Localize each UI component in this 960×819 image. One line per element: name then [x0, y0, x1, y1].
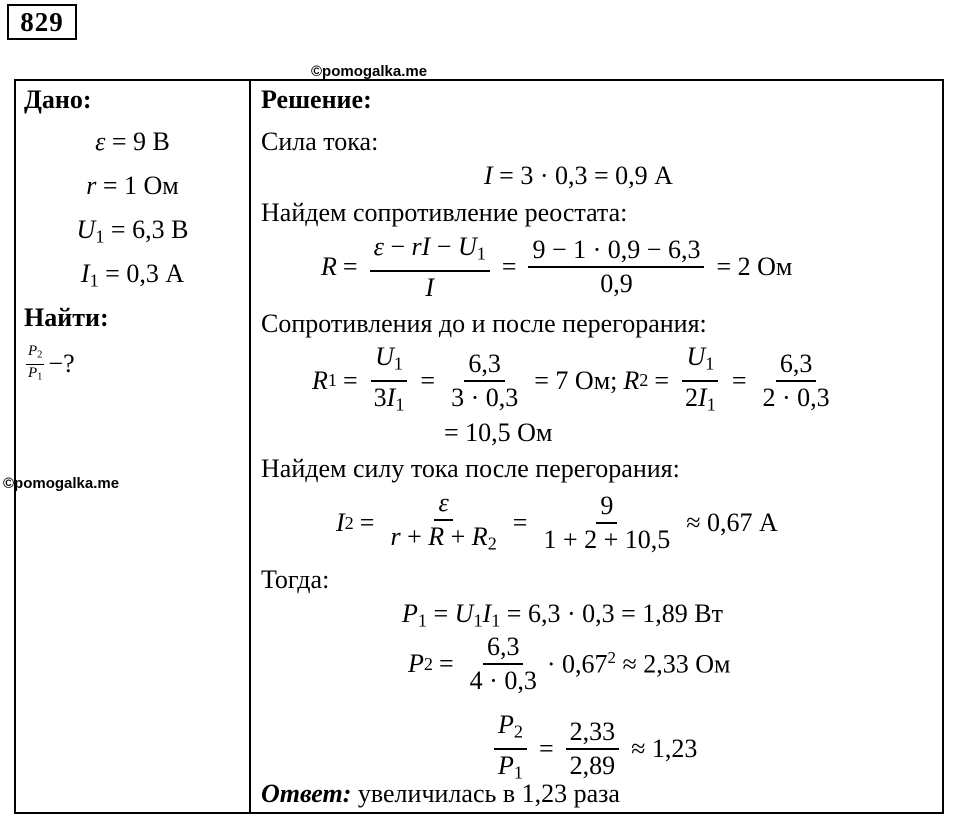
ratio-formula: $\frac{P_2}{P_1}$ = $\frac{2,33}{2,89}$ ≈ 1,23 [488, 709, 703, 788]
watermark-top: ©pomogalka.me [311, 63, 428, 80]
step1-formula: I = 3 · 0,3 = 0,9 А [484, 161, 673, 190]
power2-formula: P 2 = $\frac{6,3}{4 \cdot 0,3}$ · $0,67^2 \approx 2,33$ Ом [408, 632, 731, 695]
watermark-left: ©pomogalka.me [3, 475, 120, 492]
step2-formula: R = $\frac{\varepsilon - rI - U_1}{I}$ = $\frac{9 - 1 \cdot 0,9 - 6,3}{0,9}$ = 2 Ом [321, 232, 793, 302]
given-emf: ε = 9 В [95, 127, 170, 156]
problem-number: 829 [7, 4, 77, 40]
given-voltage: $U_1 = 6,3$ В [76, 215, 189, 247]
given-internal-resistance: r = 1 Ом [86, 171, 179, 200]
step3-formula: R 1 = $\frac{U_1}{3I_1}$ = $\frac{6,3}{3 \cdot 0,3}$ = 7 Ом; R 2 = $\frac{U_1}{2I_1}$ = $\frac{6,3}{2 \cdot 0,3}$ [312, 342, 830, 415]
find-quantity: $\frac{P_2}{P_1}$ −? [28, 343, 75, 383]
find-heading: Найти: [24, 303, 109, 332]
answer-line [261, 779, 620, 809]
given-current: $I_1 = 0,3$ А [80, 259, 185, 291]
step2-text: Найдем сопротивление реостата: [261, 198, 628, 227]
step5-text: Тогда: [261, 565, 330, 594]
step3-text: Сопротивления до и после перегорания: [261, 309, 707, 338]
step4-formula: I 2 = $\frac{\varepsilon}{r + R + R_2}$ = $\frac{9}{1 + 2 + 10,5}$ ≈ 0,67 А [336, 488, 778, 555]
solution-heading: Решение: [261, 85, 372, 114]
step4-text: Найдем силу тока после перегорания: [261, 454, 680, 483]
power1-formula: $P_1 = U_1I_1 = 6,3 \cdot 0,3 = 1,89$ Вт [402, 599, 723, 631]
answer-text: увеличилась в 1,23 раза [357, 779, 620, 808]
answer-label: Ответ: [261, 779, 352, 808]
step1-text: Сила тока: [261, 127, 379, 156]
step3-formula-continued: = 10,5 Ом [444, 418, 553, 447]
given-heading: Дано: [24, 85, 92, 114]
solution-table [14, 79, 944, 814]
column-divider [249, 81, 251, 812]
